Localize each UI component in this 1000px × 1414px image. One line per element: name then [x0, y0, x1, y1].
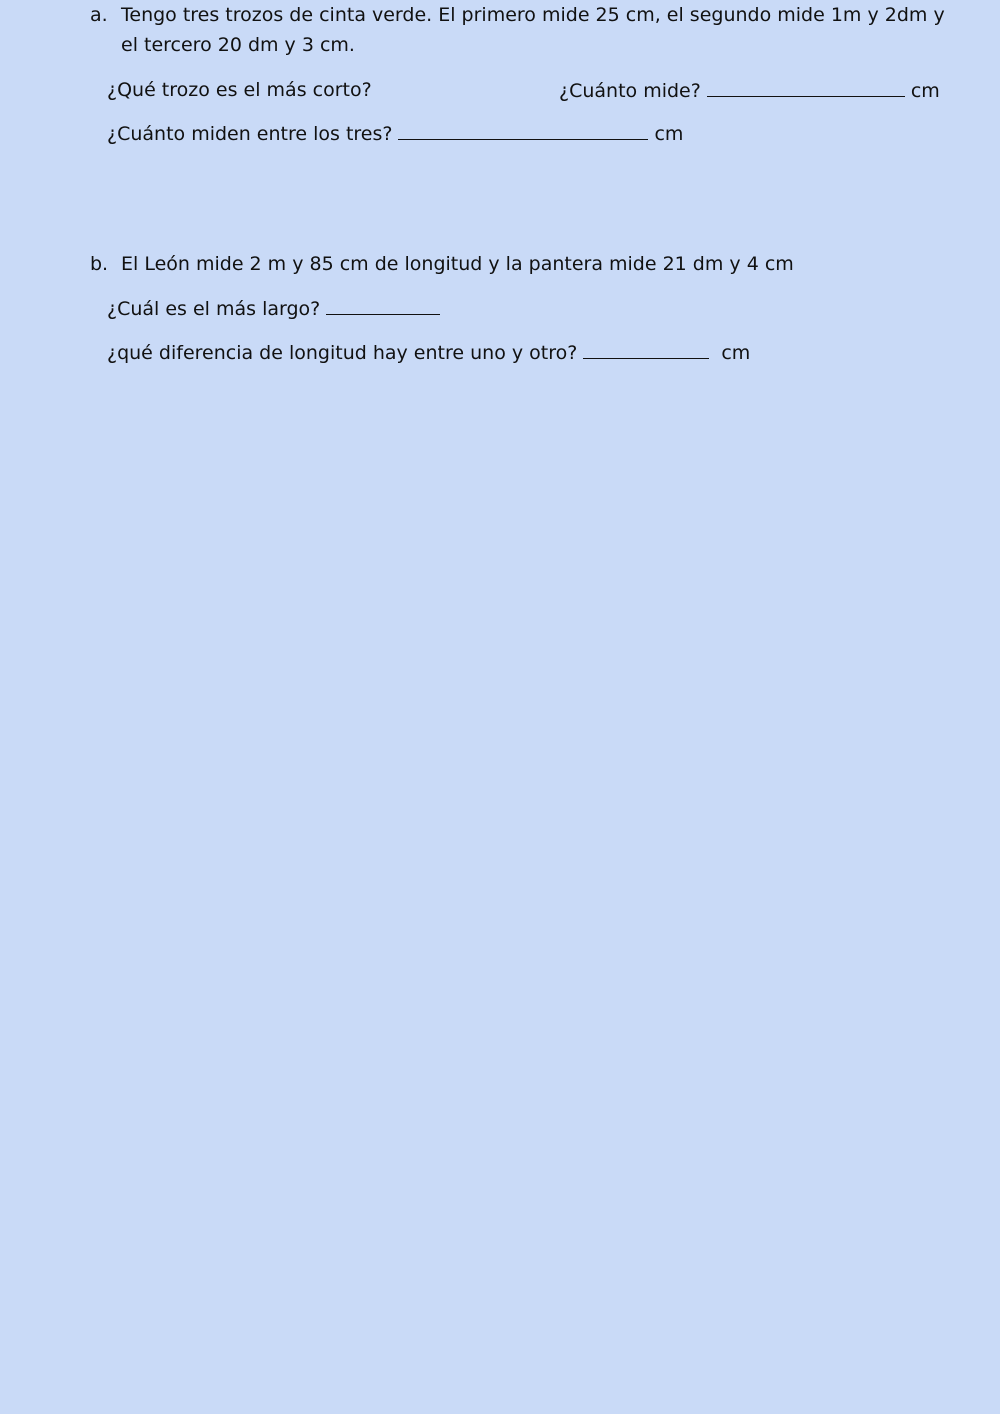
exercise-a-statement-line2: el tercero 20 dm y 3 cm. — [121, 34, 355, 56]
exercise-a-question-total — [107, 121, 683, 146]
question-text: ¿Cuánto mide? — [559, 80, 701, 102]
exercise-b-question-longest — [107, 296, 446, 321]
unit-label: cm — [654, 123, 684, 145]
exercise-a-marker: a. — [90, 4, 108, 26]
question-text: ¿qué diferencia de longitud hay entre uno y otro? — [107, 342, 578, 364]
exercise-b-statement: El León mide 2 m y 85 cm de longitud y la pantera mide 21 dm y 4 cm — [121, 253, 794, 275]
question-text: ¿Cuánto miden entre los tres? — [107, 123, 393, 145]
exercise-a-statement-line1: Tengo tres trozos de cinta verde. El primero mide 25 cm, el segundo mide 1m y 2dm y — [121, 4, 945, 26]
exercise-b-marker: b. — [90, 253, 109, 275]
answer-blank-length[interactable] — [707, 78, 905, 97]
unit-label: cm — [910, 80, 940, 102]
answer-blank-longest[interactable] — [326, 296, 440, 315]
exercise-b-question-difference — [107, 340, 750, 365]
question-text: ¿Cuál es el más largo? — [107, 298, 321, 320]
answer-blank-total[interactable] — [398, 121, 648, 140]
exercise-a-question-how-much — [559, 78, 940, 103]
answer-blank-difference[interactable] — [583, 340, 709, 359]
exercise-a-question-shortest: ¿Qué trozo es el más corto? — [107, 79, 372, 101]
unit-label: cm — [721, 342, 751, 364]
